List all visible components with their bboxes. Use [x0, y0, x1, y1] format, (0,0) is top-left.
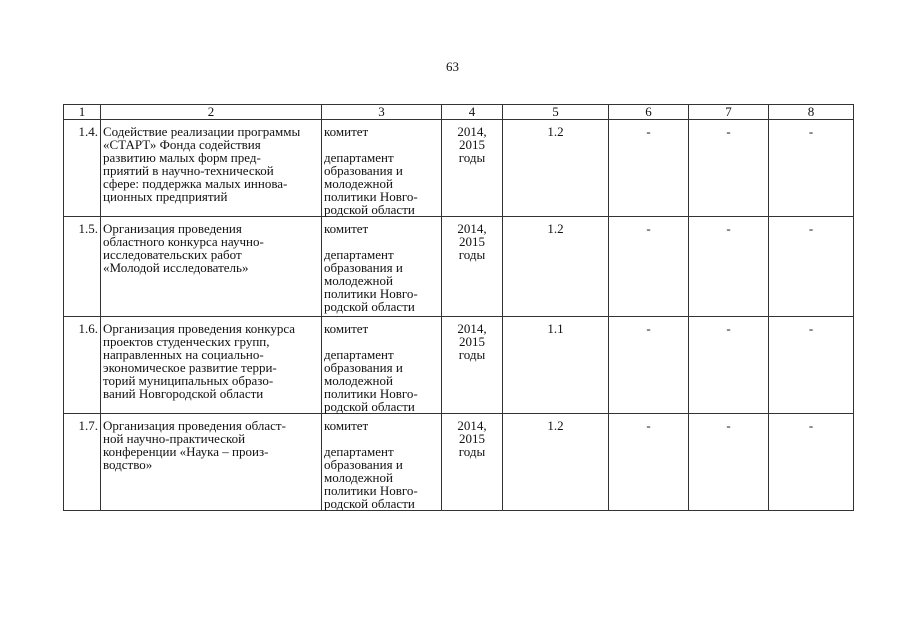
activity-name-line: торий муниципальных образо-	[103, 373, 274, 388]
executor-department-line: образования и	[324, 457, 403, 472]
table-header-row	[64, 105, 854, 120]
executor-department-line: молодежной	[324, 176, 393, 191]
value-col-6: -	[609, 317, 689, 414]
executor-department-line: молодежной	[324, 373, 393, 388]
executor-department-line: родской области	[324, 202, 415, 217]
header-col-2: 2	[101, 105, 322, 120]
term-line: годы	[458, 150, 486, 165]
executors	[322, 414, 442, 511]
activity-name-line: Организация проведения конкурса	[103, 321, 296, 336]
executor-department-line: образования и	[324, 260, 403, 275]
activity-name-line: приятий в научно-технической	[103, 163, 274, 178]
activity-name-line: «Молодой исследователь»	[103, 260, 249, 275]
term-line: 2015	[459, 234, 485, 249]
activity-name-line: развитию малых форм пред-	[103, 150, 261, 165]
header-col-5: 5	[503, 105, 609, 120]
program-table	[63, 104, 854, 511]
table-row	[64, 217, 854, 317]
executor-department-line: молодежной	[324, 273, 393, 288]
activity-name-line: «СТАРТ» Фонда содействия	[103, 137, 261, 152]
activity-name-line: проектов студенческих групп,	[103, 334, 270, 349]
executor-committee: комитет	[324, 221, 369, 236]
activity-name-line: Организация проведения	[103, 221, 242, 236]
executor-department-line: родской области	[324, 496, 415, 511]
row-number: 1.7.	[64, 414, 101, 511]
value-col-7: -	[689, 217, 769, 317]
activity-name	[101, 217, 322, 317]
activity-name-line: ваний Новгородской области	[103, 386, 264, 401]
table-row	[64, 120, 854, 217]
header-col-6: 6	[609, 105, 689, 120]
value-col-7: -	[689, 120, 769, 217]
value-col-8: -	[769, 217, 854, 317]
activity-name-line: исследовательских работ	[103, 247, 242, 262]
term-line: 2015	[459, 431, 485, 446]
activity-name	[101, 414, 322, 511]
activity-name-line: водство»	[103, 457, 153, 472]
table-body	[64, 120, 854, 511]
executor-department-line: департамент	[324, 444, 394, 459]
executor-department-line: департамент	[324, 347, 394, 362]
executor-department-line: образования и	[324, 163, 403, 178]
activity-name-line: направленных на социально-	[103, 347, 264, 362]
executors	[322, 120, 442, 217]
target-indicator: 1.2	[503, 120, 609, 217]
term-line: 2014,	[457, 418, 487, 433]
row-number: 1.4.	[64, 120, 101, 217]
executor-department-line: департамент	[324, 247, 394, 262]
executor-department-line: политики Новго-	[324, 483, 418, 498]
executors	[322, 217, 442, 317]
value-col-6: -	[609, 414, 689, 511]
executor-committee: комитет	[324, 321, 369, 336]
target-indicator: 1.1	[503, 317, 609, 414]
value-col-8: -	[769, 317, 854, 414]
term-line: годы	[458, 347, 486, 362]
executor-department-line: департамент	[324, 150, 394, 165]
value-col-6: -	[609, 120, 689, 217]
page-number: 63	[446, 59, 459, 74]
term-line: годы	[458, 444, 486, 459]
term	[442, 414, 503, 511]
term	[442, 317, 503, 414]
executor-committee: комитет	[324, 124, 369, 139]
value-col-7: -	[689, 317, 769, 414]
value-col-6: -	[609, 217, 689, 317]
activity-name-line: экономическое развитие терри-	[103, 360, 277, 375]
header-col-3: 3	[322, 105, 442, 120]
term-line: 2014,	[457, 221, 487, 236]
term	[442, 120, 503, 217]
activity-name	[101, 317, 322, 414]
activity-name-line: ционных предприятий	[103, 189, 228, 204]
executor-committee: комитет	[324, 418, 369, 433]
table-row	[64, 414, 854, 511]
activity-name	[101, 120, 322, 217]
activity-name-line: ной научно-практической	[103, 431, 246, 446]
executor-department-line: родской области	[324, 399, 415, 414]
target-indicator: 1.2	[503, 414, 609, 511]
value-col-7: -	[689, 414, 769, 511]
term-line: 2015	[459, 137, 485, 152]
activity-name-line: сфере: поддержка малых иннова-	[103, 176, 288, 191]
target-indicator: 1.2	[503, 217, 609, 317]
activity-name-line: Организация проведения област-	[103, 418, 286, 433]
executor-department-line: политики Новго-	[324, 189, 418, 204]
executor-department-line: политики Новго-	[324, 286, 418, 301]
header-col-8: 8	[769, 105, 854, 120]
activity-name-line: областного конкурса научно-	[103, 234, 264, 249]
executor-department-line: молодежной	[324, 470, 393, 485]
term	[442, 217, 503, 317]
value-col-8: -	[769, 120, 854, 217]
header-col-4: 4	[442, 105, 503, 120]
header-col-1: 1	[64, 105, 101, 120]
executor-department-line: родской области	[324, 299, 415, 314]
term-line: 2015	[459, 334, 485, 349]
value-col-8: -	[769, 414, 854, 511]
executor-department-line: образования и	[324, 360, 403, 375]
activity-name-line: Содействие реализации программы	[103, 124, 301, 139]
header-col-7: 7	[689, 105, 769, 120]
term-line: 2014,	[457, 321, 487, 336]
activity-name-line: конференции «Наука – произ-	[103, 444, 269, 459]
table-row	[64, 317, 854, 414]
executor-department-line: политики Новго-	[324, 386, 418, 401]
row-number: 1.5.	[64, 217, 101, 317]
row-number: 1.6.	[64, 317, 101, 414]
term-line: 2014,	[457, 124, 487, 139]
term-line: годы	[458, 247, 486, 262]
executors	[322, 317, 442, 414]
